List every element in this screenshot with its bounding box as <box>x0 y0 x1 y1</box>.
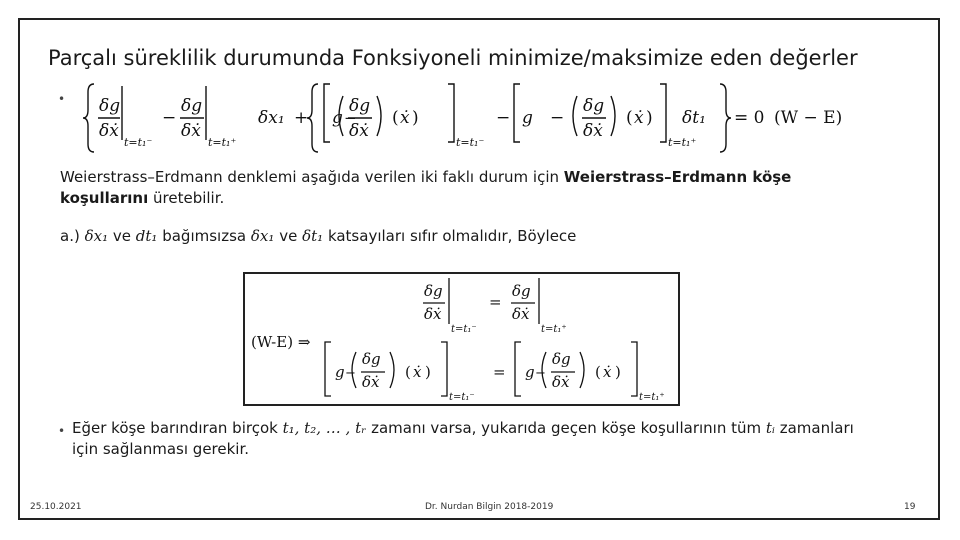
svg-text:−: − <box>162 108 177 128</box>
svg-text:g: g <box>525 363 535 381</box>
svg-text:): ) <box>646 108 653 128</box>
math-dx1-2: δx₁ <box>250 227 275 245</box>
svg-text:−: − <box>550 108 565 128</box>
case-a-and-1: ve <box>112 227 131 245</box>
svg-text:g: g <box>522 108 533 128</box>
case-a-suffix: katsayıları sıfır olmalıdır, Böylece <box>327 227 577 245</box>
case-a-mid: bağımsızsa <box>162 227 247 245</box>
weierstrass-erdmann-equation <box>80 80 860 156</box>
svg-text:δẋ: δẋ <box>424 305 442 323</box>
svg-text:): ) <box>615 363 621 381</box>
svg-text:δx₁: δx₁ <box>258 108 285 128</box>
footer-author: Dr. Nurdan Bilgin 2018-2019 <box>425 502 554 512</box>
svg-text:δg: δg <box>552 350 571 368</box>
math-times-list: t₁, t₂, … , tᵣ <box>282 419 367 437</box>
svg-text:+: + <box>294 108 309 128</box>
svg-text:(: ( <box>405 363 411 381</box>
svg-text:t=t₁⁺: t=t₁⁺ <box>208 136 237 149</box>
case-a-line <box>60 226 880 247</box>
svg-text:δg: δg <box>99 96 121 116</box>
paragraph-bold: Weierstrass–Erdmann köşe koşullarını <box>60 168 792 207</box>
svg-text:δẋ: δẋ <box>99 121 119 141</box>
svg-text:t=t₁⁻: t=t₁⁻ <box>124 136 153 149</box>
svg-text:t=t₁⁻: t=t₁⁻ <box>449 392 475 403</box>
svg-text:δg: δg <box>362 350 381 368</box>
math-dx1: δx₁ <box>84 227 109 245</box>
svg-text:t=t₁⁺: t=t₁⁺ <box>639 392 665 403</box>
svg-text:ẋ: ẋ <box>634 108 644 128</box>
footer-date: 25.10.2021 <box>30 502 82 512</box>
last-bullet-text <box>72 418 872 460</box>
svg-text:δg: δg <box>181 96 203 116</box>
svg-text:(: ( <box>595 363 601 381</box>
slide-title: Parçalı süreklilik durumunda Fonksiyoneli minimize/maksimize eden değerler <box>48 46 858 70</box>
svg-text:= 0: = 0 <box>734 108 765 128</box>
svg-text:(: ( <box>392 108 399 128</box>
svg-text:δẋ: δẋ <box>552 373 570 391</box>
paragraph-text-2: üretebilir. <box>148 189 225 207</box>
svg-text:ẋ: ẋ <box>413 363 422 381</box>
svg-text:): ) <box>425 363 431 381</box>
svg-text:δg: δg <box>583 96 605 116</box>
footer-page-number: 19 <box>904 502 916 512</box>
math-dt1: dt₁ <box>135 227 158 245</box>
svg-text:δg: δg <box>424 282 443 300</box>
svg-text:ẋ: ẋ <box>400 108 410 128</box>
svg-text:g: g <box>335 363 345 381</box>
svg-text:(: ( <box>626 108 633 128</box>
svg-text:δẋ: δẋ <box>349 121 369 141</box>
case-a-prefix: a.) <box>60 227 80 245</box>
svg-text:δẋ: δẋ <box>512 305 530 323</box>
box-label: (W-E) ⇒ <box>251 333 311 351</box>
bullet-2: • <box>58 424 66 438</box>
paragraph-text-1: Weierstrass–Erdmann denklemi aşağıda verilen iki faklı durum için <box>60 168 564 186</box>
svg-text:t=t₁⁺: t=t₁⁺ <box>541 324 567 335</box>
svg-text:): ) <box>412 108 419 128</box>
svg-text:−: − <box>535 366 546 381</box>
case-a-and-2: ve <box>279 227 298 245</box>
svg-text:δẋ: δẋ <box>181 121 201 141</box>
svg-text:g: g <box>332 108 343 128</box>
svg-text:t=t₁⁺: t=t₁⁺ <box>668 136 697 149</box>
svg-text:δg: δg <box>349 96 371 116</box>
svg-text:δg: δg <box>512 282 531 300</box>
math-delta-t1: δt₁ <box>302 227 324 245</box>
corner-conditions-box <box>243 272 680 406</box>
bullet-1: • <box>58 92 66 106</box>
svg-text:δẋ: δẋ <box>583 121 603 141</box>
svg-text:δẋ: δẋ <box>362 373 380 391</box>
svg-text:−: − <box>344 109 357 127</box>
svg-text:=: = <box>489 293 502 311</box>
svg-text:t=t₁⁻: t=t₁⁻ <box>456 136 485 149</box>
svg-text:−: − <box>496 108 511 128</box>
svg-text:t=t₁⁻: t=t₁⁻ <box>451 324 477 335</box>
svg-text:=: = <box>493 363 506 381</box>
svg-text:δt₁: δt₁ <box>682 108 706 128</box>
last-bullet-part-1: Eğer köşe barındıran birçok <box>72 419 278 437</box>
svg-text:−: − <box>345 366 356 381</box>
last-bullet-part-2: zamanı varsa, yukarıda geçen köşe koşullarının tüm <box>371 419 762 437</box>
equation-label: (W − E) <box>774 108 843 128</box>
last-bullet-part-3: zamanları için sağlanması gerekir. <box>72 419 854 458</box>
paragraph <box>60 167 880 209</box>
corner-conditions-equations <box>245 274 678 404</box>
math-ti: tᵢ <box>765 419 775 437</box>
svg-text:ẋ: ẋ <box>603 363 612 381</box>
